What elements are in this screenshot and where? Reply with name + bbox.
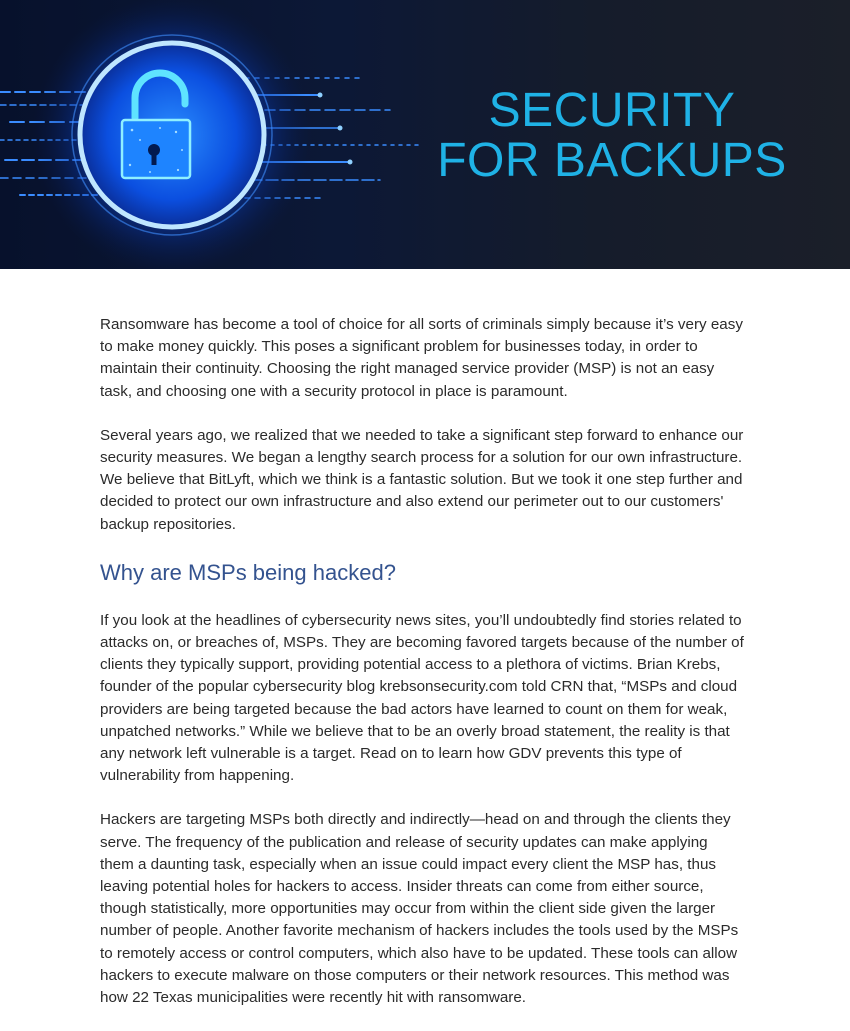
body-paragraph-1: If you look at the headlines of cybersecurity news sites, you’ll undoubtedly find stories related to attacks on, or breaches of, MSPs. They are becoming favored targets because of the number of clients they typically support, providing potential access to a plethora of victims. Brian Krebs, founder of the popular cybersecurity blog krebsonsecurity.com told CRN that, “MSPs and cloud providers are being targeted because the bad actors have learned to count on them for weak, unpatched networks.” While we believe that to be an overly broad statement, the reality is that any network left vulnerable is a target. Read on to learn how GDV prevents this type of vulnerability from happening. bbox=[100, 611, 744, 785]
body-paragraph-2: Hackers are targeting MSPs both directly and indirectly—head on and through the clients they serve. The frequency of the publication and release of security updates can make applying them a daunting task, especially when an issue could impact every client the MSP has, thus leaving potential holes for hackers to access. Insider threats can come from either source, though statistically, more opportunities may occur from within the client side given the larger number of people. Another favorite mechanism of hackers includes the tools used by the MSPs to remotely access or control computers, which also have to be updated. These tools can allow hackers to execute malware on those computers or their network resources. This method was how 22 Texas municipalities were recently hit with ransomware. bbox=[100, 811, 739, 1007]
title-line-1: SECURITY bbox=[488, 84, 736, 137]
header-banner bbox=[0, 0, 850, 269]
page-title bbox=[400, 86, 824, 186]
section-heading: Why are MSPs being hacked? bbox=[100, 559, 396, 585]
article-body bbox=[100, 314, 745, 1031]
intro-paragraph-1: Ransomware has become a tool of choice for all sorts of criminals simply because it’s very easy to make money quickly. This poses a significant problem for businesses today, in order to maintain their continuity. Choosing the right managed service provider (MSP) is not an easy task, and choosing one with a security protocol in place is paramount. bbox=[100, 316, 743, 400]
unlocked-padlock-icon bbox=[0, 0, 460, 269]
intro-paragraph-2: Several years ago, we realized that we needed to take a significant step forward to enhance our security measures. We began a lengthy search process for a solution for our own infrastructure. We believe that BitLyft, which we think is a fantastic solution. But we took it one step further and decided to protect our own infrastructure and also extend our perimeter out to our customers' backup repositories. bbox=[100, 426, 744, 533]
title-line-2: FOR BACKUPS bbox=[437, 134, 787, 187]
